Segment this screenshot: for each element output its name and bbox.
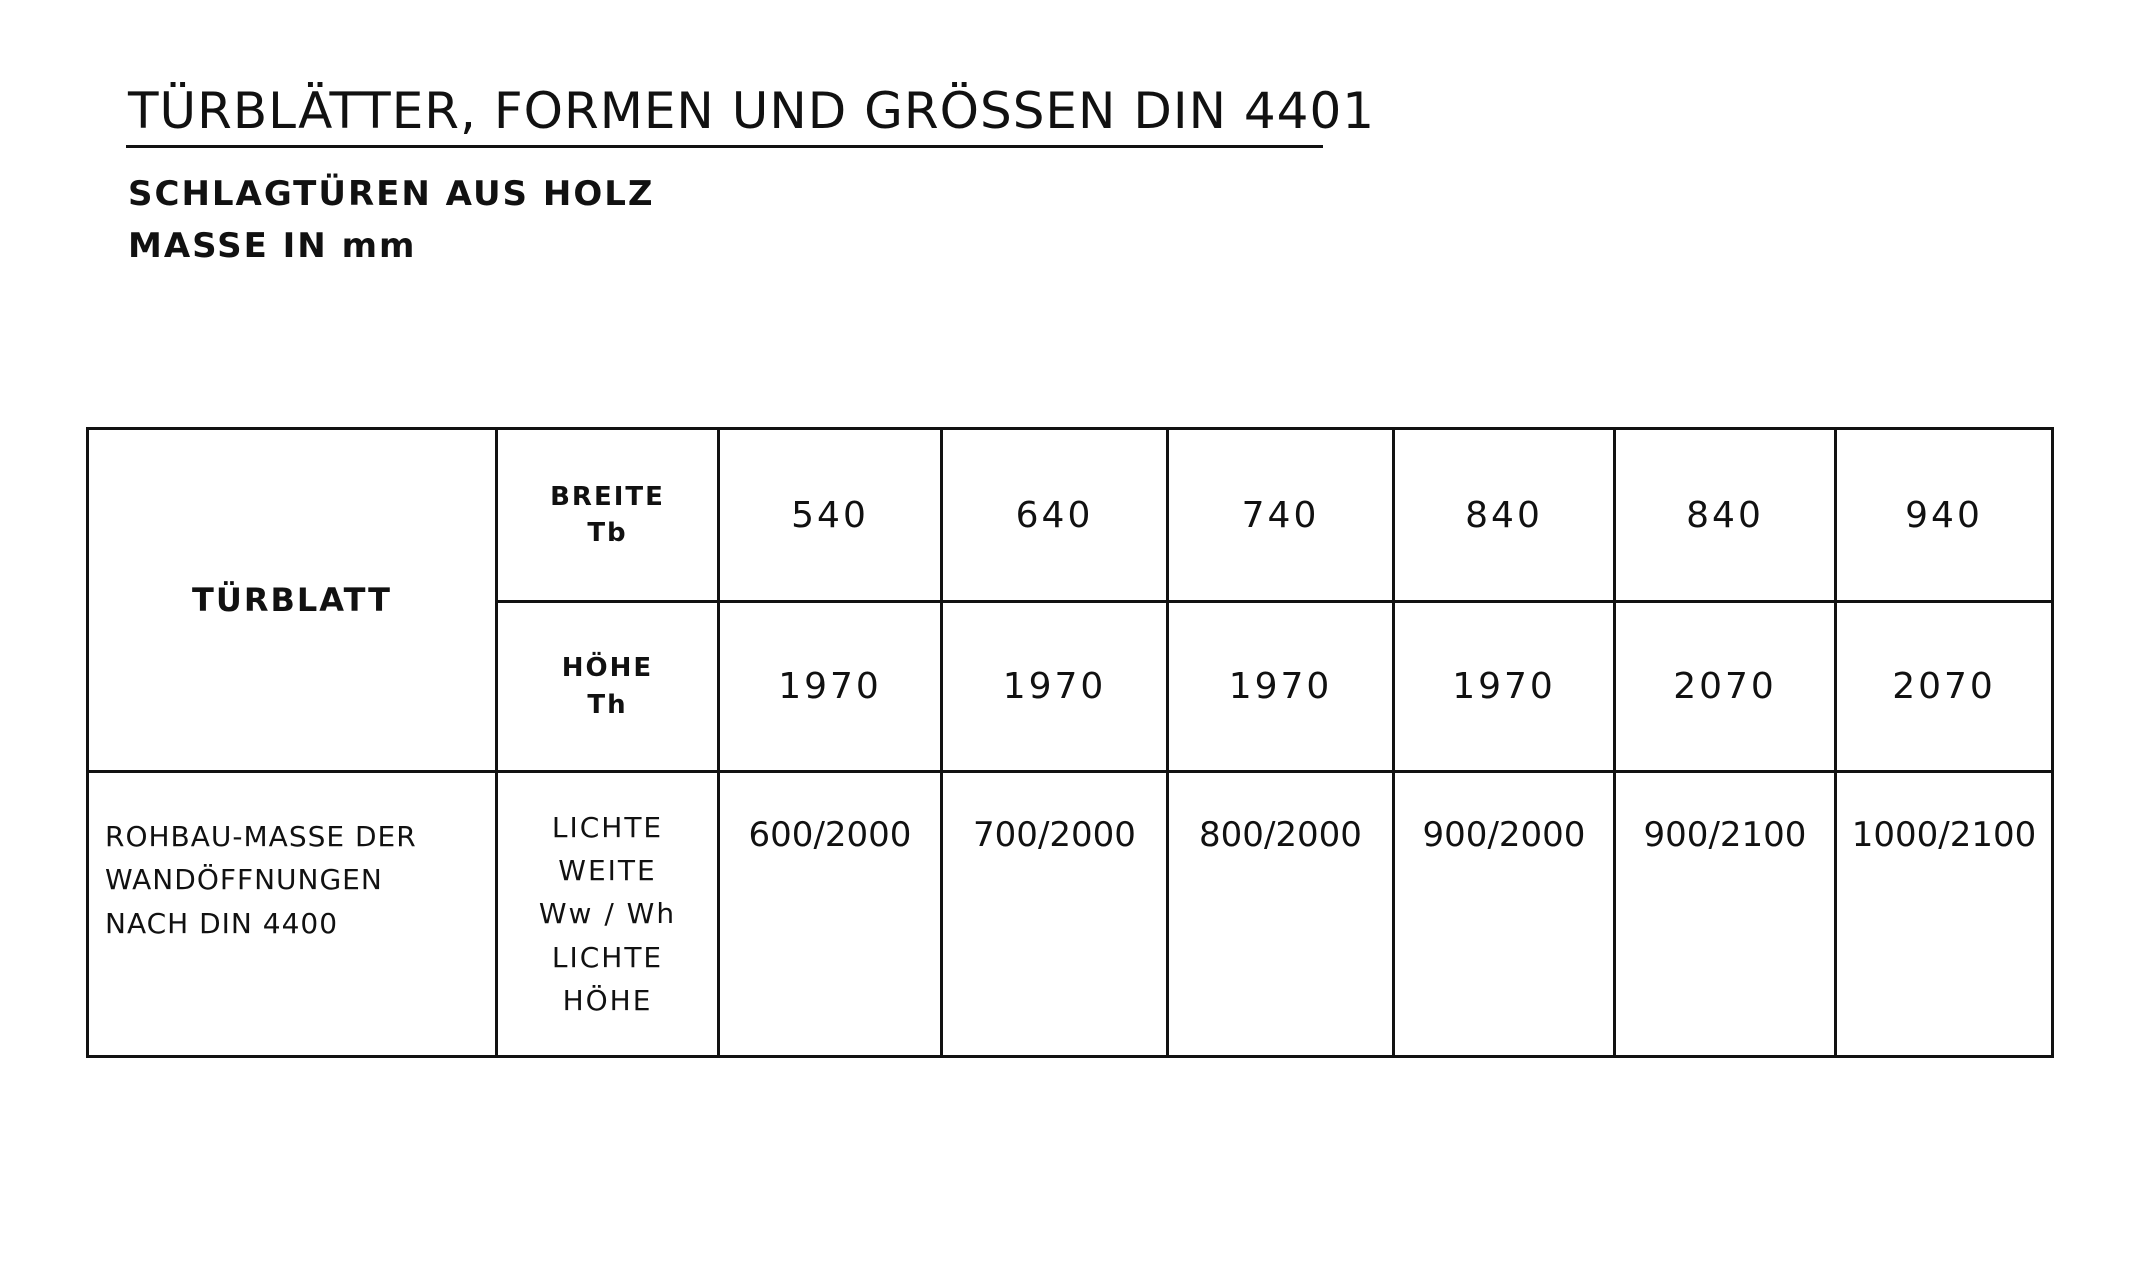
rohbau-value: 800/2000 xyxy=(1199,815,1362,855)
rohbau-value-cell xyxy=(1615,772,1836,1057)
lichte-label-line: LICHTE xyxy=(551,810,664,844)
breite-value-cell xyxy=(1394,429,1615,602)
lichte-label-line: Ww / Wh xyxy=(538,897,677,931)
turblatt-cell xyxy=(88,429,497,772)
hoehe-label: HÖHE xyxy=(561,653,654,684)
breite-abbr: Tb xyxy=(587,518,628,548)
hoehe-header-cell xyxy=(497,602,719,772)
breite-value: 840 xyxy=(1465,494,1543,536)
hoehe-value-cell xyxy=(942,602,1168,772)
hoehe-value-cell xyxy=(719,602,942,772)
breite-value: 640 xyxy=(1015,494,1094,536)
rohbau-value: 900/2100 xyxy=(1643,815,1807,855)
page-title: TÜRBLÄTTER, FORMEN UND GRÖSSEN DIN 4401 xyxy=(128,82,1376,140)
hoehe-value: 1970 xyxy=(1002,666,1107,707)
hoehe-value: 1970 xyxy=(1452,666,1556,707)
breite-label: BREITE xyxy=(550,481,665,512)
rohbau-label-line: WANDÖFFNUNGEN xyxy=(105,863,383,897)
hoehe-value: 2070 xyxy=(1892,666,1996,707)
door-size-table-container xyxy=(86,427,2054,1058)
hoehe-value: 2070 xyxy=(1673,666,1777,707)
breite-value-cell xyxy=(719,429,942,602)
hoehe-value-cell xyxy=(1615,602,1836,772)
lichte-label-line: WEITE xyxy=(558,853,657,887)
rohbau-value-cell xyxy=(942,772,1168,1057)
hoehe-value-cell xyxy=(1168,602,1394,772)
rohbau-value-cell xyxy=(1168,772,1394,1057)
rohbau-row xyxy=(88,772,2053,1057)
rohbau-value: 600/2000 xyxy=(748,815,912,855)
turblatt-label: TÜRBLATT xyxy=(192,581,392,619)
breite-header-cell xyxy=(497,429,719,602)
breite-value: 940 xyxy=(1905,494,1983,536)
rohbau-label-line: NACH DIN 4400 xyxy=(105,906,339,940)
hoehe-value-cell xyxy=(1394,602,1615,772)
title-underline xyxy=(126,145,1323,148)
rohbau-value: 900/2000 xyxy=(1422,815,1586,855)
breite-value: 540 xyxy=(791,494,869,536)
rohbau-value: 1000/2100 xyxy=(1851,815,2037,855)
lichte-label-line: HÖHE xyxy=(562,984,653,1018)
rohbau-value: 700/2000 xyxy=(973,815,1136,855)
breite-value-cell xyxy=(1168,429,1394,602)
breite-value-cell xyxy=(1836,429,2053,602)
rohbau-label-line: ROHBAU-MASSE DER xyxy=(105,820,417,853)
hoehe-abbr: Th xyxy=(587,689,628,720)
rohbau-value-cell xyxy=(719,772,942,1057)
rohbau-value-cell xyxy=(1836,772,2053,1057)
lichte-label-line: LICHTE xyxy=(551,940,664,974)
breite-value: 740 xyxy=(1241,494,1320,536)
breite-value-cell xyxy=(1615,429,1836,602)
breite-value: 840 xyxy=(1686,494,1764,536)
hoehe-value: 1970 xyxy=(1228,666,1333,707)
rohbau-label-cell xyxy=(88,772,497,1057)
subtitle-units: MASSE IN mm xyxy=(128,226,417,266)
subtitle-door-type: SCHLAGTÜREN AUS HOLZ xyxy=(128,174,655,214)
breite-row xyxy=(88,429,2053,602)
hoehe-value: 1970 xyxy=(778,666,882,707)
breite-value-cell xyxy=(942,429,1168,602)
lichte-label-cell xyxy=(497,772,719,1057)
door-size-table xyxy=(86,427,2054,1058)
rohbau-value-cell xyxy=(1394,772,1615,1057)
hoehe-value-cell xyxy=(1836,602,2053,772)
